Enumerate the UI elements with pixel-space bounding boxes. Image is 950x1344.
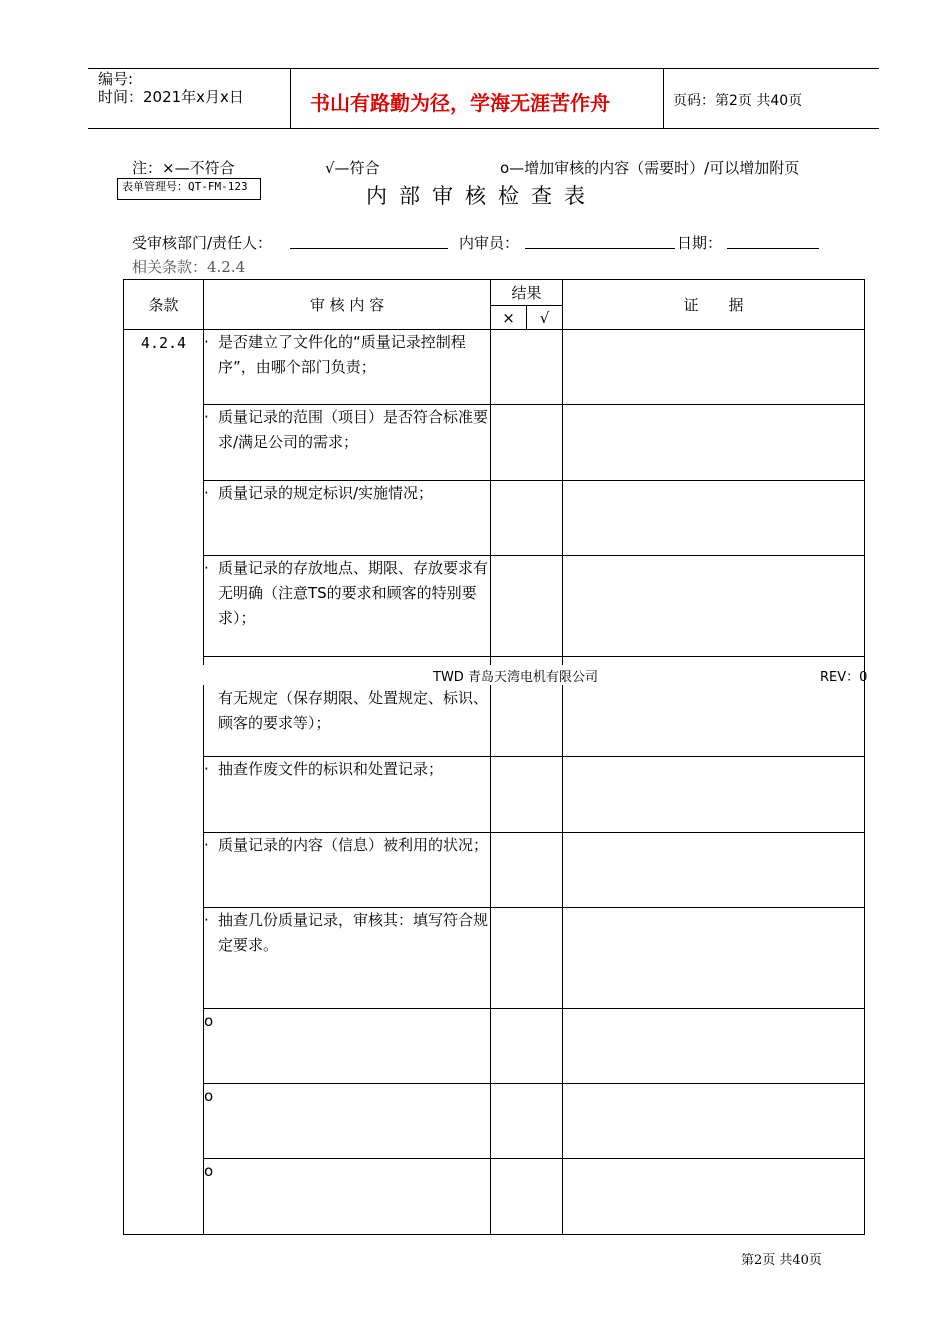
clause-reference: 相关条款：4.2.4 — [132, 258, 246, 276]
form-number-box: 表单管理号：QT-FM-123 — [117, 178, 261, 200]
page-title: 内部审核检查表 — [366, 184, 597, 208]
motto: 书山有路勤为径，学海无涯苦作舟 — [310, 91, 610, 115]
added-item-mark: ο — [204, 1087, 214, 1105]
table-row — [124, 1009, 865, 1084]
evidence-cell[interactable] — [563, 405, 865, 481]
added-item — [204, 1084, 491, 1159]
table-row — [124, 1159, 865, 1235]
table-row — [124, 330, 865, 405]
col-header-content: 审 核 内 容 — [204, 280, 491, 330]
audit-item — [204, 481, 491, 556]
auditor-label: 内审员： — [459, 234, 520, 252]
audit-item-text: 质量记录的范围（项目）是否符合标准要求/满足公司的需求； — [218, 408, 489, 451]
bullet-mark: · — [204, 484, 209, 502]
table-row — [124, 757, 865, 833]
bullet-mark: · — [204, 408, 209, 426]
audit-item-text: 抽查几份质量记录，审核其：填写符合规定要求。 — [218, 911, 489, 954]
bullet-mark: · — [204, 559, 209, 577]
evidence-cell[interactable] — [563, 1159, 865, 1235]
evidence-cell[interactable] — [563, 908, 865, 1009]
audit-item — [204, 833, 491, 908]
overlay-footer-band — [203, 665, 868, 685]
evidence-cell[interactable] — [563, 1009, 865, 1084]
evidence-cell[interactable] — [563, 833, 865, 908]
result-cell[interactable] — [491, 1009, 563, 1084]
col-header-clause: 条款 — [124, 280, 204, 330]
col-header-result: 结果 — [491, 280, 563, 306]
added-item-mark: ο — [204, 1162, 214, 1180]
result-cell[interactable] — [491, 556, 563, 657]
header-divider-left — [290, 68, 291, 129]
audit-item-text: 有无规定（保存期限、处置规定、标识、顾客的要求等）； — [218, 689, 489, 732]
date-blank — [727, 248, 819, 249]
checklist-table — [123, 279, 868, 1235]
bullet-mark: · — [204, 760, 209, 778]
legend-conform: √—符合 — [325, 159, 380, 177]
bullet-mark: · — [204, 333, 209, 351]
audit-item — [204, 330, 491, 405]
footer-page-number: 第2页 共40页 — [741, 1253, 822, 1268]
col-header-conform: √ — [527, 306, 563, 330]
table-row — [124, 908, 865, 1009]
result-cell[interactable] — [491, 1159, 563, 1235]
table-row — [124, 405, 865, 481]
header-bottom-rule — [88, 128, 879, 129]
added-item — [204, 1159, 491, 1235]
header-divider-right — [663, 68, 664, 129]
time-label: 时间：2021年x月x日 — [98, 88, 244, 106]
audit-item — [204, 908, 491, 1009]
auditor-blank — [525, 248, 675, 249]
evidence-cell[interactable] — [563, 481, 865, 556]
company-name: TWD 青岛天湾电机有限公司 — [433, 670, 598, 685]
header-top-rule — [88, 68, 879, 69]
table-row — [124, 556, 865, 657]
audit-item-text: 质量记录的内容（信息）被利用的状况； — [218, 836, 489, 854]
table-row — [124, 833, 865, 908]
audit-item — [204, 556, 491, 657]
result-cell[interactable] — [491, 1084, 563, 1159]
audit-item — [204, 405, 491, 481]
audit-item-text: 是否建立了文件化的“质量记录控制程序”，由哪个部门负责； — [218, 333, 466, 376]
page-label: 页码：第2页 共40页 — [673, 93, 803, 109]
result-cell[interactable] — [491, 330, 563, 405]
col-header-evidence: 证 据 — [563, 280, 865, 330]
table-row — [124, 481, 865, 556]
added-item — [204, 1009, 491, 1084]
added-item-mark: ο — [204, 1012, 214, 1030]
audit-item — [204, 757, 491, 833]
result-cell[interactable] — [491, 833, 563, 908]
result-cell[interactable] — [491, 757, 563, 833]
legend-added: ο—增加审核的内容（需要时）/可以增加附页 — [500, 159, 800, 177]
table-row — [124, 1084, 865, 1159]
result-cell[interactable] — [491, 481, 563, 556]
evidence-cell[interactable] — [563, 556, 865, 657]
result-cell[interactable] — [491, 908, 563, 1009]
date-label: 日期： — [677, 234, 723, 252]
audit-item-text: 质量记录的规定标识/实施情况； — [218, 484, 434, 502]
col-header-nonconform: × — [491, 306, 527, 330]
evidence-cell[interactable] — [563, 1084, 865, 1159]
clause-number-cell: 4.2.4 — [124, 330, 204, 1235]
dept-blank — [290, 248, 448, 249]
bullet-mark: · — [204, 911, 209, 929]
dept-label: 受审核部门/责任人： — [132, 234, 273, 252]
bullet-mark: · — [204, 836, 209, 854]
audit-item-text: 质量记录的存放地点、期限、存放要求有无明确（注意TS的要求和顾客的特别要求）； — [218, 559, 489, 627]
code-label: 编号: — [98, 70, 134, 88]
audit-item-text: 抽查作废文件的标识和处置记录； — [218, 760, 444, 778]
evidence-cell[interactable] — [563, 330, 865, 405]
evidence-cell[interactable] — [563, 757, 865, 833]
revision-label: REV：0 — [820, 670, 868, 685]
legend-nonconform: 注：×—不符合 — [132, 159, 235, 177]
result-cell[interactable] — [491, 405, 563, 481]
